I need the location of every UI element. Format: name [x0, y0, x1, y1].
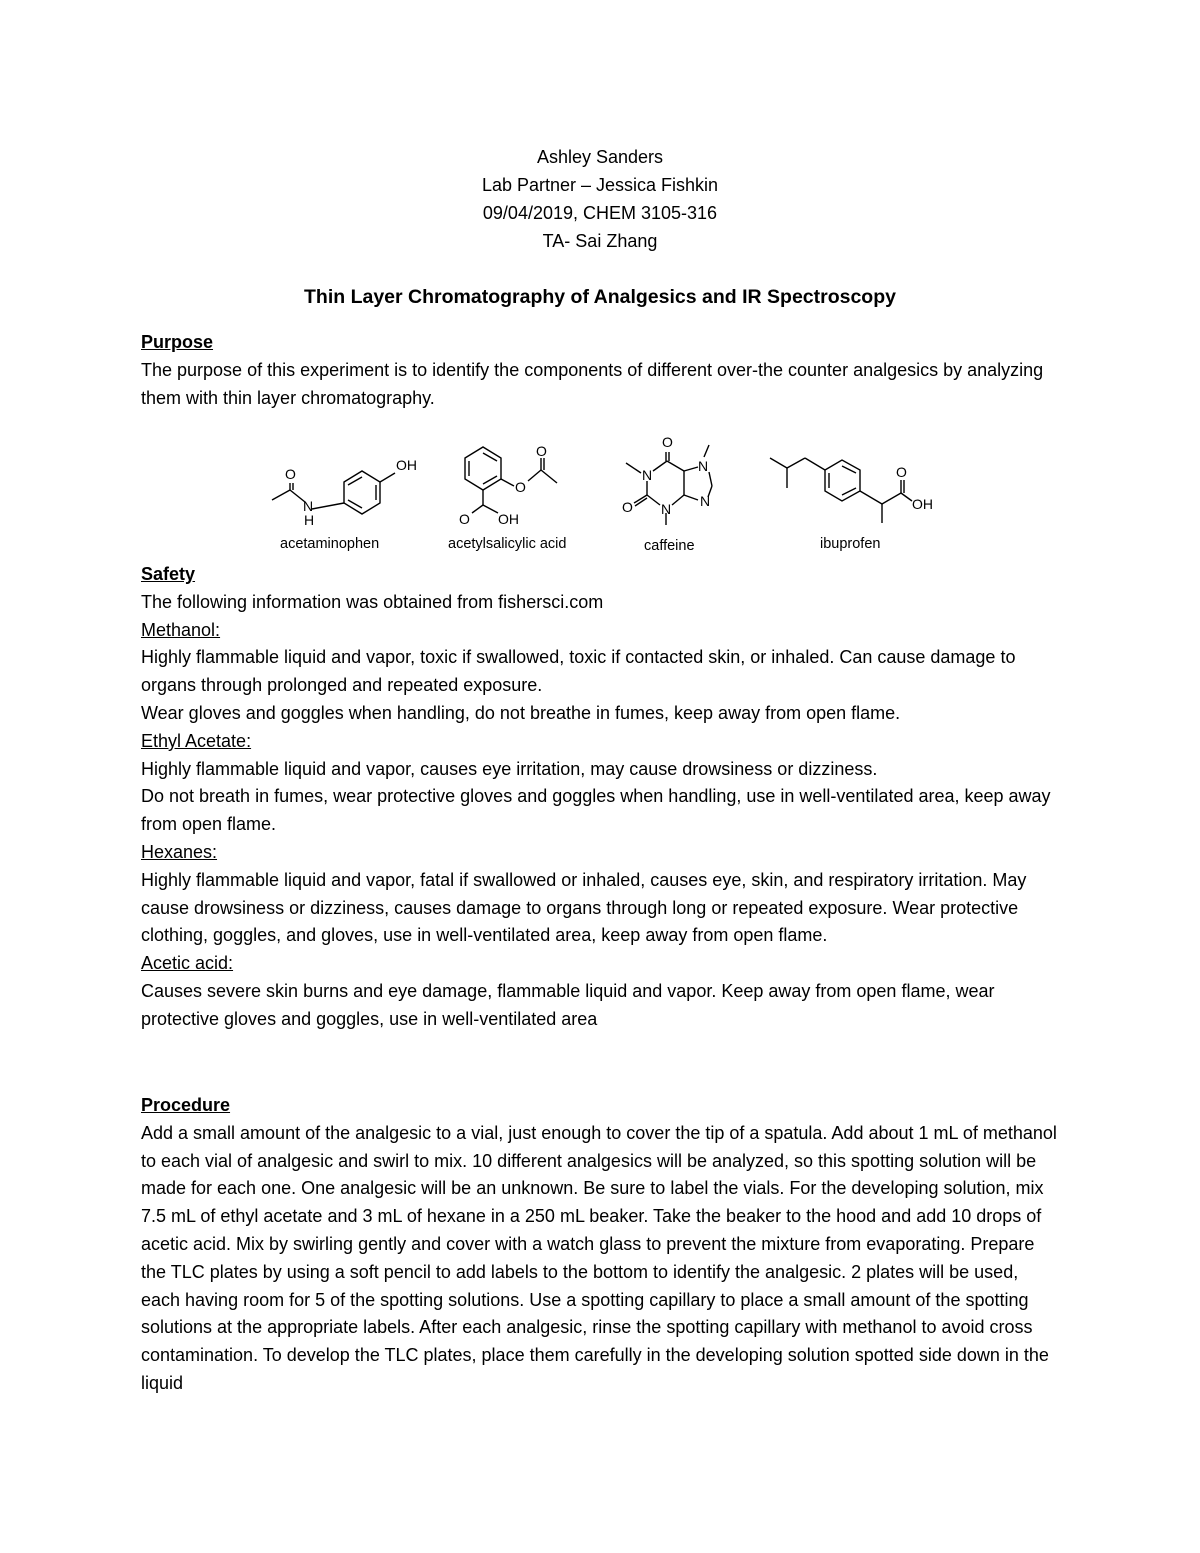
safety-intro: The following information was obtained from fishersci.com [141, 591, 604, 612]
acetic-acid-heading: Acetic acid: [141, 953, 234, 974]
procedure-text: Add a small amount of the analgesic to a vial, just enough to cover the tip of a spatula. Add about 1 mL of methanol to each vial of analgesic and swirl to mix. 10 different analgesics will be analyzed, so this spotting solution will be made for each one. One analgesic will be an unknown. Be sure to label the vials. For the developing solution, mix 7.5 mL of ethyl acetate and 3 mL of hexane in a 250 mL beaker. Take the beaker to the hood and add 10 drops of acetic acid. Mix by swirling gently and cover with a watch glass to prevent the mixture from evaporating. Prepare the TLC plates by using a soft pencil to add labels to the bottom to identify the analgesic. 2 plates will be used, each having room for 5 of the spotting solutions. Use a spotting capillary to place a small amount of the spotting solutions at the appropriate labels. After each analgesic, rinse the spotting capillary with methanol to avoid cross contamination. To develop the TLC plates, place them carefully in the developing solution spotted side down in the liquid [141, 1122, 1057, 1393]
methanol-heading: Methanol: [141, 619, 221, 640]
safety-section [141, 561, 1061, 1034]
caffeine-label: caffeine [644, 538, 695, 554]
ethyl-acetate-hazards: Highly flammable liquid and vapor, causes eye irritation, may cause drowsiness or dizziness. [141, 758, 878, 779]
date-course: 09/04/2019, CHEM 3105-316 [482, 203, 718, 223]
caffeine-structure [622, 434, 712, 554]
document-title: Thin Layer Chromatography of Analgesics and IR Spectroscopy [304, 286, 896, 308]
acetaminophen-oh: OH [396, 457, 417, 473]
acetylsalicylic-o-carbonyl: O [536, 443, 547, 459]
hexanes-heading: Hexanes: [141, 841, 218, 862]
purpose-text: The purpose of this experiment is to identify the components of different over-the counter analgesics by analyzing them with thin layer chromatography. [141, 359, 1044, 408]
acetylsalicylic-o-acid: O [459, 511, 470, 527]
caffeine-n-left: N [642, 467, 653, 483]
caffeine-n-bottom: N [661, 501, 672, 517]
caffeine-n-top-right: N [698, 458, 709, 474]
ibuprofen-oh: OH [912, 496, 933, 512]
purpose-section [141, 329, 1061, 412]
ethyl-acetate-heading: Ethyl Acetate: [141, 730, 252, 751]
acetylsalicylic-oh: OH [498, 511, 519, 527]
acetaminophen-h: H [304, 512, 315, 528]
ibuprofen-o: O [896, 464, 907, 480]
acetylsalicylic-acid-structure [448, 443, 566, 552]
methanol-precautions: Wear gloves and goggles when handling, do not breathe in fumes, keep away from open flame. [141, 702, 901, 723]
header-block [0, 143, 1200, 255]
ethyl-acetate-precautions: Do not breath in fumes, wear protective gloves and goggles when handling, use in well-ventilated area, keep away from open flame. [141, 786, 1051, 835]
acetaminophen-n: N [303, 498, 314, 514]
acetaminophen-label: acetaminophen [280, 536, 380, 552]
caffeine-n-bottom-right: N [700, 493, 711, 509]
caffeine-o-left: O [622, 499, 633, 515]
purpose-heading: Purpose [141, 332, 214, 352]
acetylsalicylic-o-ester: O [515, 479, 526, 495]
methanol-hazards: Highly flammable liquid and vapor, toxic if swallowed, toxic if contacted skin, or inhaled. Can cause damage to organs through prolonged and repeated exposure. [141, 647, 1016, 696]
procedure-section [141, 1092, 1061, 1398]
ibuprofen-label: ibuprofen [820, 536, 881, 552]
caffeine-o-top: O [662, 434, 673, 450]
hexanes-hazards: Highly flammable liquid and vapor, fatal if swallowed or inhaled, causes eye, skin, and respiratory irritation. May cause drowsiness or dizziness, causes damage to organs through long or repeated exposure. Wear protective clothing, goggles, and gloves, use in well-ventilated area, keep away from open flame. [141, 869, 1027, 946]
acetic-acid-hazards: Causes severe skin burns and eye damage, flammable liquid and vapor. Keep away from open flame, wear protective gloves and goggles, use in well-ventilated area [141, 980, 995, 1029]
ibuprofen-structure [770, 458, 933, 552]
safety-heading: Safety [141, 564, 196, 584]
lab-partner: Lab Partner – Jessica Fishkin [481, 175, 719, 195]
chemical-structures-figure [262, 425, 952, 565]
acetaminophen-o: O [285, 466, 296, 482]
teaching-assistant: TA- Sai Zhang [542, 231, 658, 251]
author-name: Ashley Sanders [536, 147, 664, 167]
acetaminophen-structure [272, 457, 417, 552]
acetylsalicylic-acid-label: acetylsalicylic acid [448, 536, 567, 552]
procedure-heading: Procedure [141, 1095, 231, 1115]
